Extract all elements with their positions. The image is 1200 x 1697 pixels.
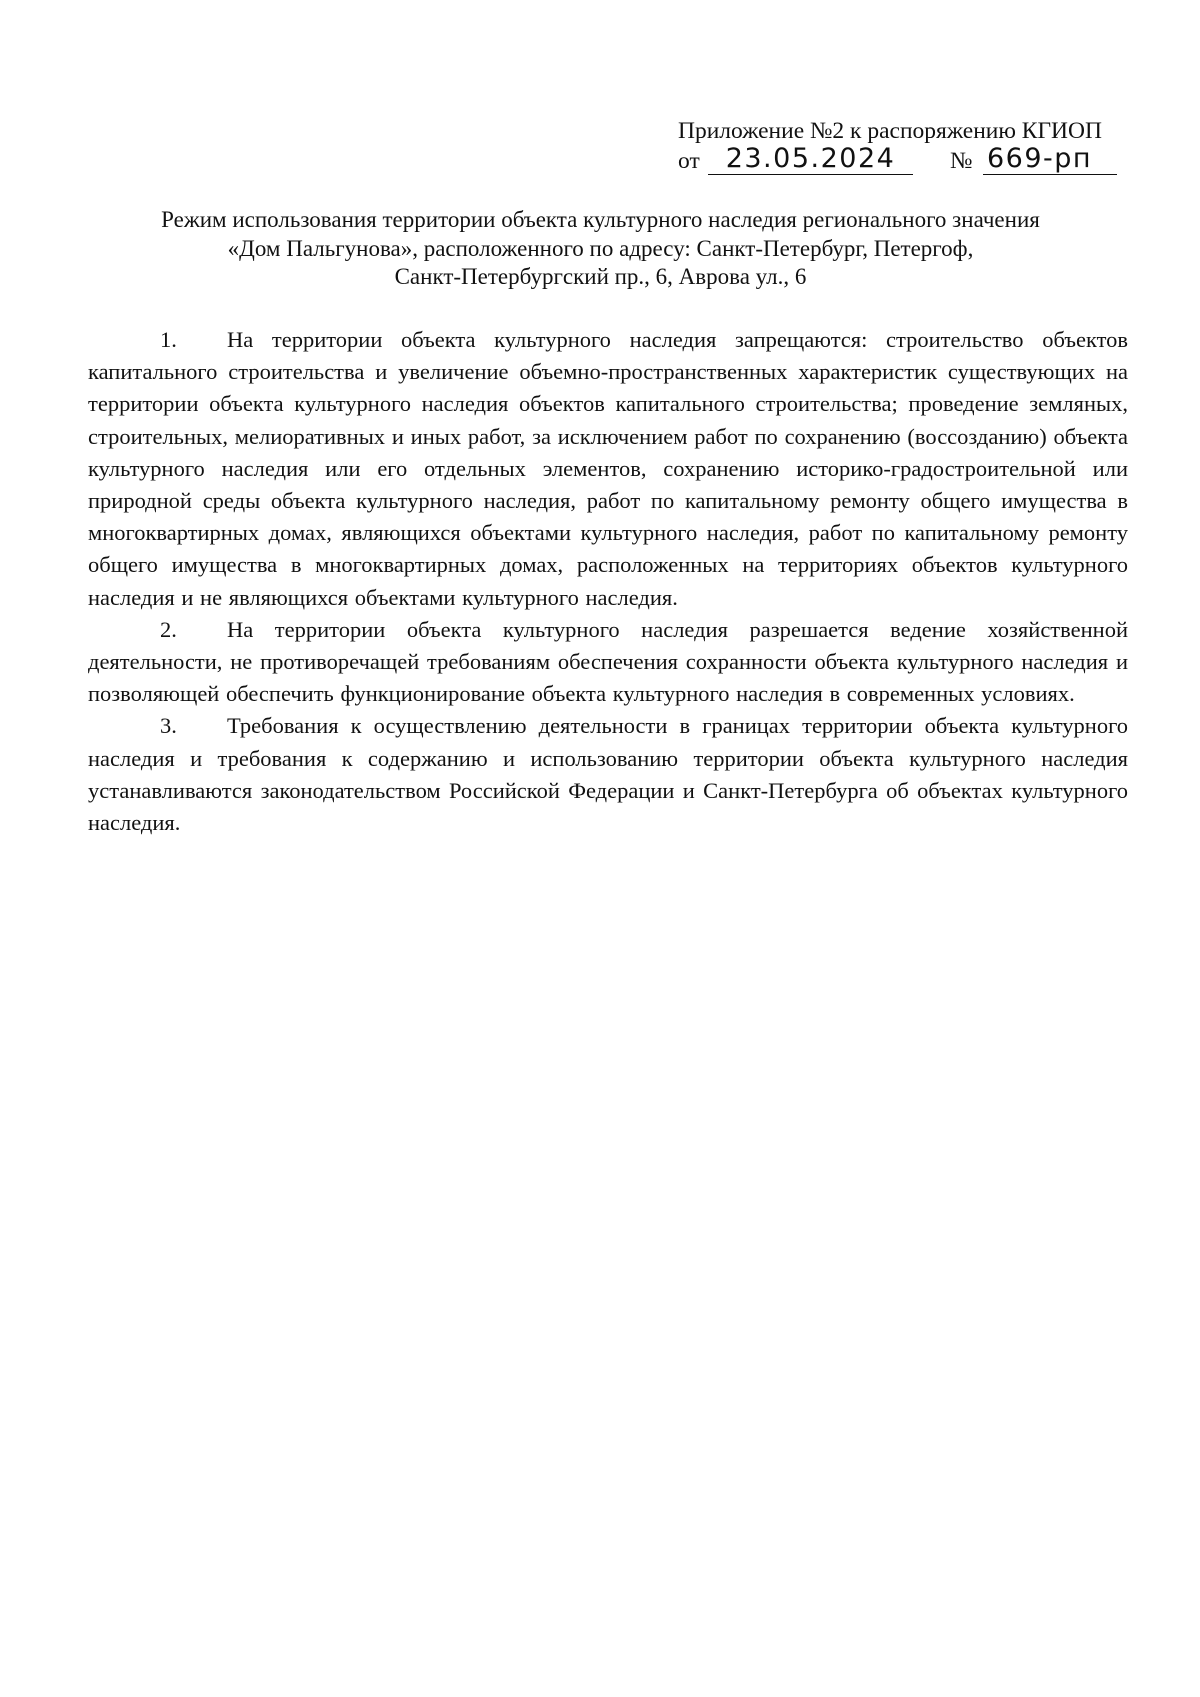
date-label: от (678, 148, 700, 174)
paragraph-1 (88, 324, 1128, 614)
document-title (88, 206, 1113, 292)
number-label: № (950, 148, 973, 174)
paragraph-text: Требования к осуществлению деятельности в границах территории объекта культурного наследия и требования к содержанию и использованию территории объекта культурного наследия устанавливаются законодательством Российской Федерации и Санкт-Петербурга об объектах культурного наследия. (88, 713, 1128, 836)
paragraph-number: 3. (160, 713, 177, 739)
appendix-header (678, 116, 1148, 178)
handwritten-order-number: 669-рп (983, 144, 1117, 175)
paragraph-text: На территории объекта культурного наследия разрешается ведение хозяйственной деятельности, не противоречащей требованиям обеспечения сохранности объекта культурного наследия и позволяющей обеспечить функционирование объекта культурного наследия в современных условиях. (88, 616, 1128, 707)
title-line: Санкт-Петербургский пр., 6, Аврова ул., 6 (394, 264, 807, 289)
paragraph-number: 2. (160, 616, 177, 642)
handwritten-date: 23.05.2024 (708, 144, 913, 175)
paragraph-2 (88, 614, 1128, 711)
document-body (88, 324, 1128, 839)
paragraph-3 (88, 710, 1128, 839)
order-date-number-line (678, 143, 1148, 178)
paragraph-number: 1. (160, 327, 177, 352)
appendix-reference: Приложение №2 к распоряжению КГИОП (678, 118, 1102, 144)
paragraph-text: На территории объекта культурного наследия запрещаются: строительство объектов капитального строительства и увеличение объемно-пространственных характеристик существующих на территории объекта культурного наследия объектов капитального строительства; проведение земляных, строительных, мелиоративных и иных работ, за исключением работ по сохранению (воссозданию) объекта культурного наследия или его отдельных элементов, сохранению историко-градостроительной или природной среды объекта культурного наследия, работ по капитальному ремонту общего имущества в многоквартирных домах, являющихся объектами культурного наследия, работ по капитальному ремонту общего имущества в многоквартирных домах, расположенных на территориях объектов культурного наследия и не являющихся объектами культурного наследия. (88, 327, 1128, 610)
title-line: «Дом Пальгунова», расположенного по адресу: Санкт-Петербург, Петергоф, (227, 235, 974, 261)
title-line: Режим использования территории объекта культурного наследия регионального значения (161, 207, 1040, 232)
